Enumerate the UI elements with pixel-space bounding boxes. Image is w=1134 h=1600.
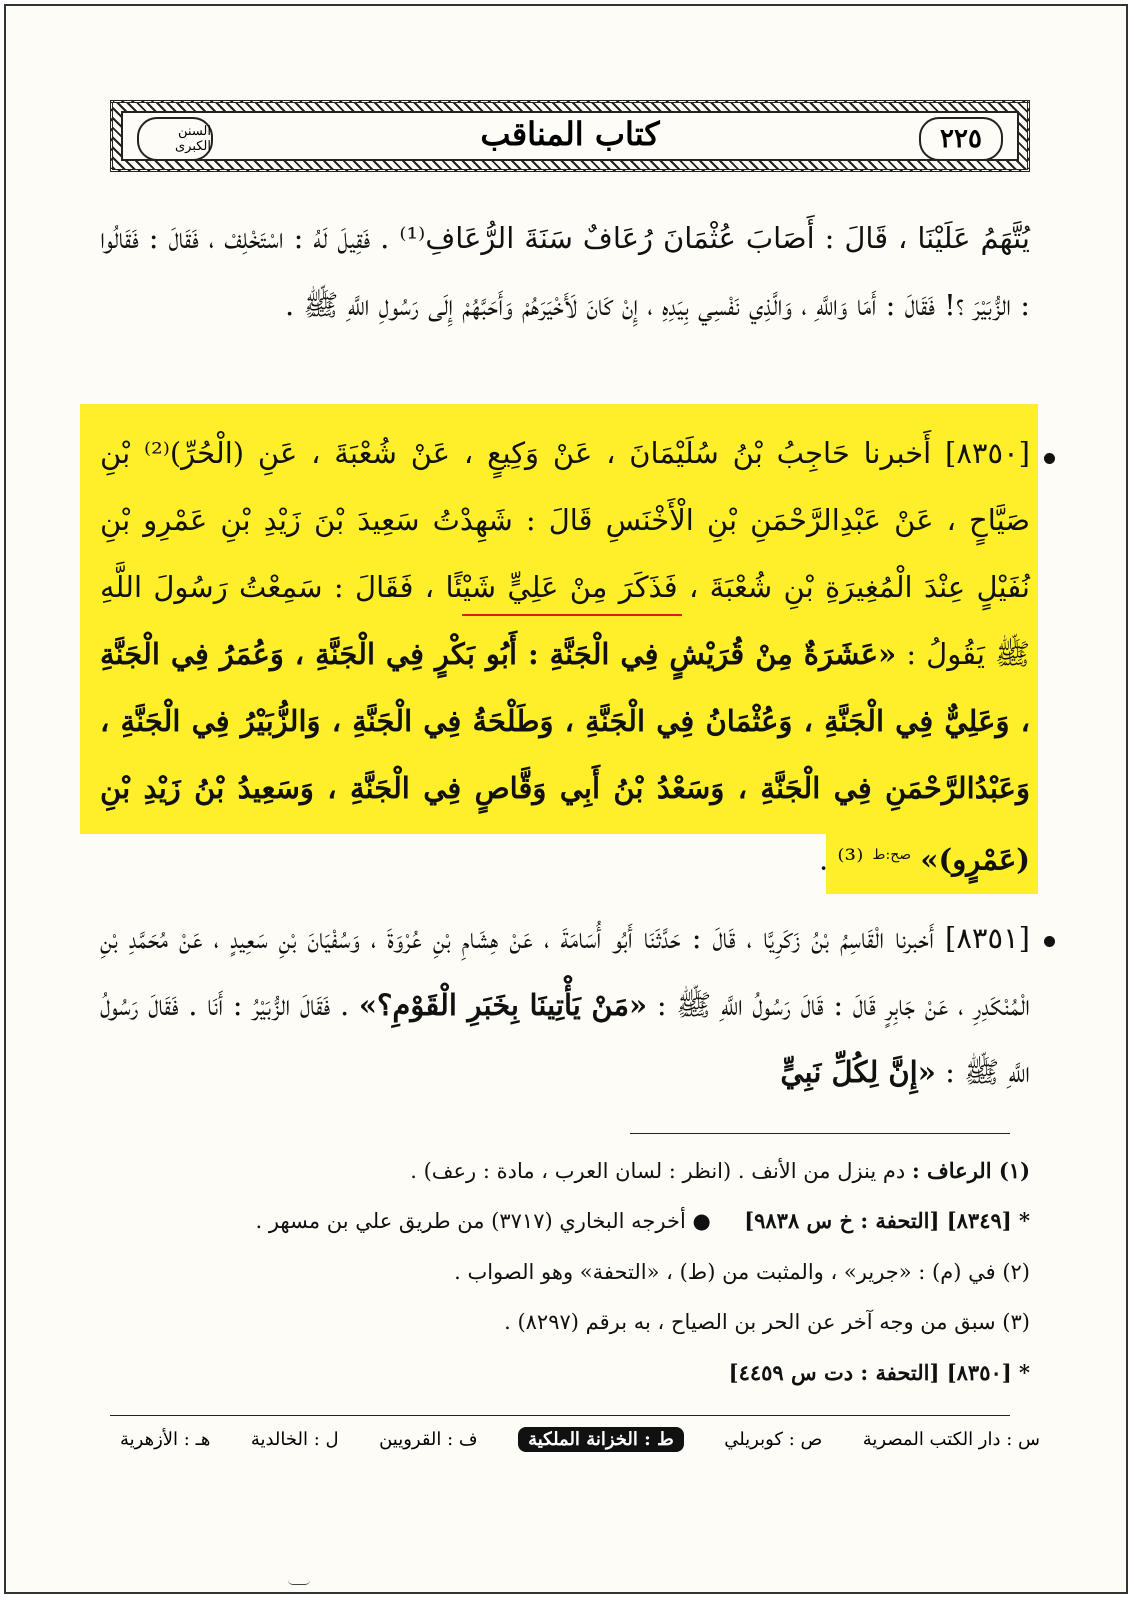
hadith-8350-text: «عَشَرَةٌ مِنْ قُرَيْشٍ فِي الْجَنَّةِ : أَبُو بَكْرٍ فِي الْجَنَّةِ ، وَعُمَرُ فِي الْجَنَّةِ ، وَعَلِيٌّ فِي الْجَنَّةِ ، وَعُثْمَانُ فِي الْجَنَّةِ ، وَطَلْحَةُ فِي الْجَنَّةِ ، وَالزُّبَيْرُ فِي الْجَنَّةِ ، وَعَبْدُالرَّحْمَنِ فِي الْجَنَّةِ ، وَسَعْدُ بْنُ أَبِي وَقَّاصٍ فِي الْجَنَّةِ ، وَسَعِيدُ بْنُ زَيْدِ بْنِ (عَمْرٍو)» (100, 637, 1030, 877)
hadith-8350-ending: ⁽³⁾ . (818, 842, 864, 877)
hadith-8350-marker: صح:ط (872, 847, 912, 863)
footnote-separator (630, 1133, 1010, 1134)
manuscript-legend (120, 1422, 1040, 1456)
paragraph-continuation: يُتَّهَمُ عَلَيْنَا ، قَالَ : أَصَابَ عُثْمَانَ رُعَافٌ سَنَةَ الرُّعَافِ⁽¹⁾ . فَقِيلَ لَهُ : اسْتَخْلِفْ ، فَقَالَ : فَقَالُوا : الزُّبَيْرَ ؟! فَقَالَ : أَمَا وَاللَّهِ ، وَالَّذِي نَفْسِي بِيَدِهِ ، إِنْ كَانَ لَأَخْيَرَهُمْ وَأَحَبَّهُمْ إِلَى رَسُولِ اللَّهِ ﷺ . (100, 221, 1030, 322)
footnote-1-text: دم ينزل من الأنف . (انظر : لسان العرب ، مادة : رعف) . (410, 1159, 906, 1183)
hadith-8350-narration: [٨٣٥٠] أَخبرنا حَاجِبُ بْنُ سُلَيْمَانَ ، عَنْ وَكِيعٍ ، عَنْ شُعْبَةَ ، عَنِ (الْحُرِّ)⁽²⁾ بْنِ صَيَّاحٍ ، عَنْ عَبْدِالرَّحْمَنِ بْنِ الْأَخْنَسِ قَالَ : شَهِدْتُ سَعِيدَ بْنَ زَيْدِ بْنِ عَمْرِو بْنِ نُفَيْلٍ عِنْدَ الْمُغِيرَةِ بْنِ شُعْبَةَ ، فَذَكَرَ مِنْ عَلِيٍّ شَيْئًا ، فَقَالَ : سَمِعْتُ رَسُولَ اللَّهِ ﷺ يَقُولُ : (100, 436, 1031, 671)
legend-t: ط : الخزانة الملكية (518, 1427, 684, 1452)
legend-h: هـ : الأزهرية (120, 1428, 211, 1450)
footnote-1 (100, 1158, 1030, 1183)
footnote-8349 (100, 1208, 1030, 1233)
footnote-8349-text: ● أخرجه البخاري (٣٧١٧) من طريق علي بن مسهر . (255, 1209, 711, 1233)
legend-sad: ص : كوبريلي (724, 1428, 823, 1450)
page-mark (288, 1580, 310, 1585)
hadith-8351-text1: «مَنْ يَأْتِينَا بِخَبَرِ الْقَوْمِ؟» (358, 988, 648, 1022)
book-emblem: السنن الكبرى (137, 117, 213, 161)
legend-rule (110, 1415, 1010, 1416)
bullet-icon (1044, 453, 1055, 464)
legend-l: ل : الخالدية (250, 1428, 339, 1450)
bullet-icon (1044, 936, 1055, 947)
footnote-2: (٢) في (م) : «جرير» ، والمثبت من (ط) ، «التحفة» وهو الصواب . (454, 1260, 1030, 1284)
hadith-8351-narration: [٨٣٥١] أَخبرنا الْقَاسِمُ بْنُ زَكَرِيَّا ، قَالَ : حَدَّثَنَا أَبُو أُسَامَةَ ، عَنْ هِشَامِ بْنِ عُرْوَةَ ، وَسُفْيَانَ بْنِ سَعِيدٍ ، عَنْ مُحَمَّدِ بْنِ الْمُنْكَدِرِ ، عَنْ جَابِرٍ قَالَ : قَالَ رَسُولُ اللَّهِ ﷺ : (100, 921, 1031, 1022)
footnote-8350-ref: * [٨٣٥٠] [التحفة : دت س ٤٤٥٩] (728, 1360, 1030, 1385)
footnote-8349-ref: * [٨٣٤٩] [التحفة : خ س ٩٨٣٨] (744, 1208, 1030, 1233)
page-number: ٢٢٥ (919, 117, 1003, 161)
footnote-8350 (100, 1360, 1030, 1385)
legend-f: ف : القرويين (379, 1428, 478, 1450)
hadith-8351-text2: «إِنَّ لِكُلِّ نَبِيٍّ (780, 1055, 936, 1089)
footnote-1-label: (١) الرعاف : (911, 1158, 1030, 1183)
header-frame (121, 111, 1019, 161)
hadith-8351-middle: . فَقَالَ الزُّبَيْرُ : أَنَا . فَقَالَ رَسُولُ اللَّهِ ﷺ : (100, 988, 1030, 1089)
legend-s: س : دار الكتب المصرية (862, 1428, 1040, 1450)
hadith-8351 (100, 905, 1030, 1106)
footnote-3: (٣) سبق من وجه آخر عن الحر بن الصياح ، به برقم (٨٢٩٧) . (504, 1310, 1030, 1334)
hadith-8350 (100, 420, 1030, 894)
page-header (110, 100, 1030, 172)
chapter-title: كتاب المناقب (480, 115, 660, 153)
